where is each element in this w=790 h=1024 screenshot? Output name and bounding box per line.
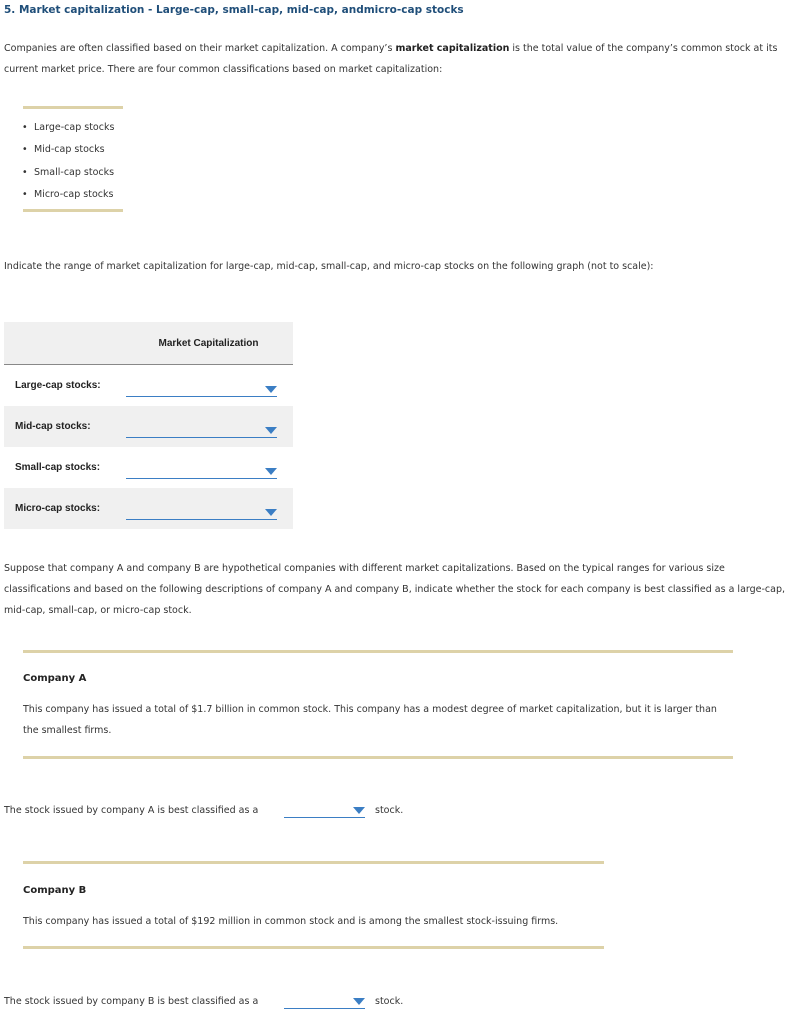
row-label: Large-cap stocks: bbox=[15, 380, 101, 391]
graph-row-small-cap bbox=[4, 447, 293, 488]
answer-suffix: stock. bbox=[375, 996, 404, 1007]
row-label: Micro-cap stocks: bbox=[15, 503, 101, 514]
classification-list bbox=[22, 117, 114, 206]
list-item: • Mid-cap stocks bbox=[22, 139, 114, 161]
row-label: Mid-cap stocks: bbox=[15, 421, 91, 432]
large-cap-range-dropdown[interactable] bbox=[126, 383, 277, 397]
micro-cap-range-dropdown[interactable] bbox=[126, 506, 277, 520]
company-a-classification-dropdown[interactable] bbox=[284, 804, 365, 818]
chevron-down-icon bbox=[353, 998, 365, 1005]
chevron-down-icon bbox=[265, 427, 277, 434]
company-a-description: This company has issued a total of $1.7 billion in common stock. This company has a modest degree of market capitalization, but it is larger than the smallest firms. bbox=[23, 704, 717, 736]
mid-cap-range-dropdown[interactable] bbox=[126, 424, 277, 438]
intro-text-1: Companies are often classified based on their market capitalization. A company’s bbox=[4, 43, 396, 54]
answer-prefix: The stock issued by company B is best classified as a bbox=[4, 996, 259, 1007]
intro-bold-term: market capitalization bbox=[395, 43, 510, 54]
company-b-classification-dropdown[interactable] bbox=[284, 995, 365, 1009]
intro-paragraph bbox=[4, 38, 786, 80]
chevron-down-icon bbox=[265, 386, 277, 393]
graph-header: Market Capitalization bbox=[4, 322, 293, 365]
scenario-paragraph: Suppose that company A and company B are hypothetical companies with different market capitalizations. Based on the typical ranges for various size classifications and based on the following descriptions of company A and company B, indicate whether the stock for each company is best classified as a large-cap, mid-cap, small-cap, or micro-cap stock. bbox=[4, 563, 786, 616]
chevron-down-icon bbox=[353, 807, 365, 814]
company-b-answer bbox=[4, 996, 258, 1007]
small-cap-range-dropdown[interactable] bbox=[126, 465, 277, 479]
answer-suffix: stock. bbox=[375, 805, 404, 816]
divider bbox=[23, 106, 123, 109]
intro-text-2: is the total value of the company’s common stock at its current market price. There are four common classifications based on market capitalization: bbox=[4, 43, 778, 75]
list-item: • Micro-cap stocks bbox=[22, 184, 114, 206]
list-item: • Large-cap stocks bbox=[22, 117, 114, 139]
answer-prefix: The stock issued by company A is best classified as a bbox=[4, 805, 259, 816]
company-b-heading: Company B bbox=[23, 885, 87, 896]
graph-row-mid-cap bbox=[4, 406, 293, 447]
row-label: Small-cap stocks: bbox=[15, 462, 101, 473]
graph-row-large-cap bbox=[4, 365, 293, 406]
company-a-heading: Company A bbox=[23, 673, 87, 684]
divider bbox=[23, 650, 733, 653]
company-a-answer bbox=[4, 805, 258, 816]
list-item: • Small-cap stocks bbox=[22, 162, 114, 184]
divider bbox=[23, 861, 604, 864]
market-cap-graph bbox=[4, 322, 293, 531]
graph-instruction: Indicate the range of market capitalization for large-cap, mid-cap, small-cap, and micro-cap stocks on the following graph (not to scale): bbox=[4, 261, 654, 272]
chevron-down-icon bbox=[265, 509, 277, 516]
divider bbox=[23, 756, 733, 759]
divider bbox=[23, 946, 604, 949]
graph-row-micro-cap bbox=[4, 488, 293, 529]
company-b-description: This company has issued a total of $192 million in common stock and is among the smallest stock-issuing firms. bbox=[23, 916, 559, 927]
divider bbox=[23, 209, 123, 212]
question-title: 5. Market capitalization - Large-cap, small-cap, mid-cap, andmicro-cap stocks bbox=[4, 4, 464, 16]
chevron-down-icon bbox=[265, 468, 277, 475]
